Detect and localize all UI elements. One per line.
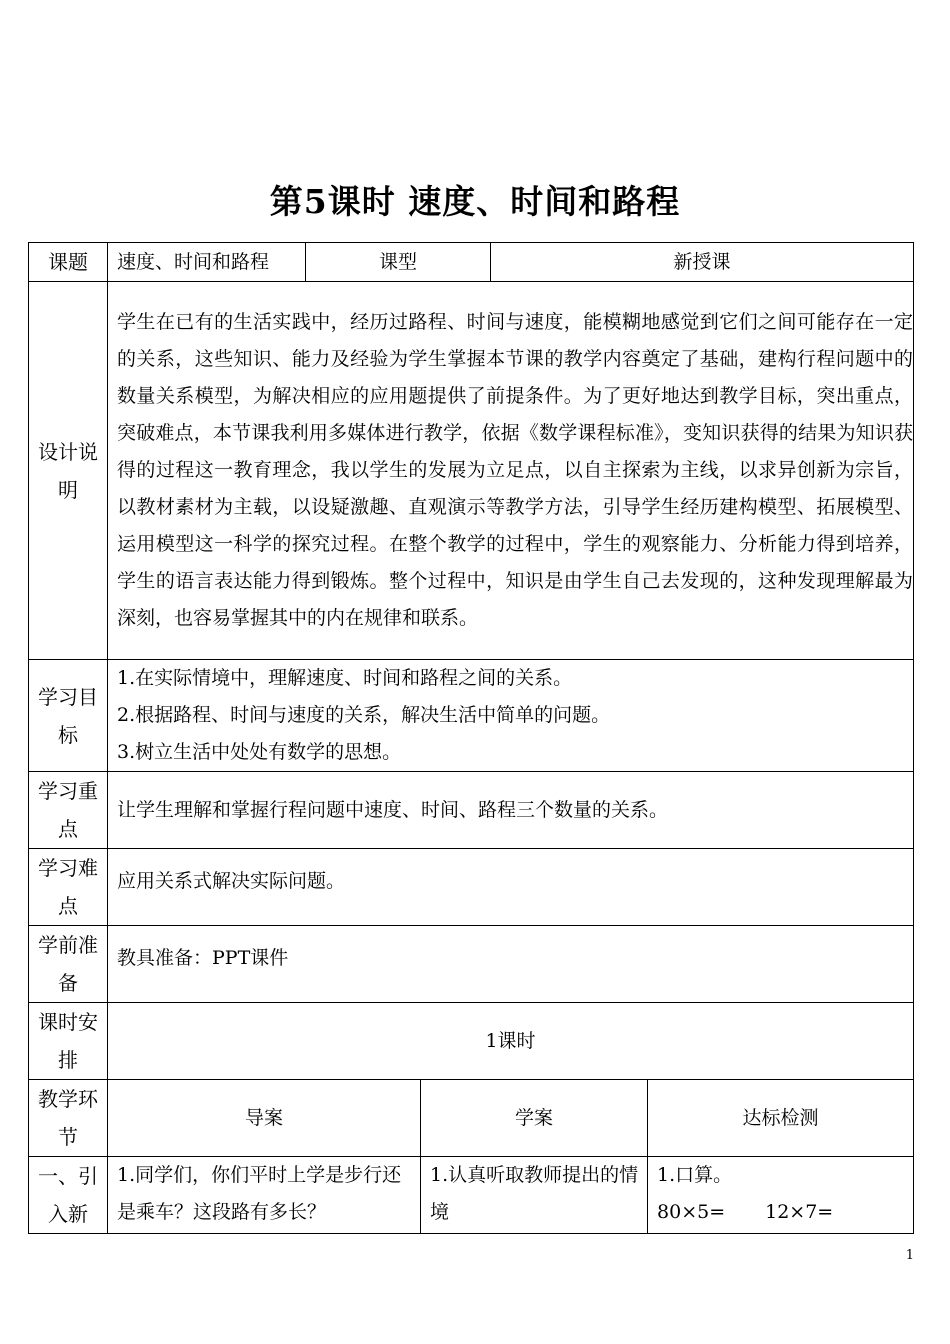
goals-list — [108, 660, 914, 772]
study-header: 学案 — [421, 1080, 648, 1157]
key-point-label: 学习重点 — [29, 772, 108, 849]
key-point-row — [29, 772, 914, 849]
difficulty-label: 学习难点 — [29, 849, 108, 926]
test-header: 达标检测 — [648, 1080, 914, 1157]
lesson-plan-table — [28, 242, 914, 1234]
test-line: 1.口算。 — [657, 1164, 733, 1186]
process-label: 教学环节 — [29, 1080, 108, 1157]
step1-label: 一、引入新 — [29, 1157, 108, 1234]
schedule-row — [29, 1003, 914, 1080]
step1-test — [648, 1157, 914, 1234]
key-point-text: 让学生理解和掌握行程问题中速度、时间、路程三个数量的关系。 — [108, 772, 914, 849]
design-row — [29, 282, 914, 660]
preparation-text: 教具准备：PPT课件 — [108, 926, 914, 1003]
difficulty-text: 应用关系式解决实际问题。 — [108, 849, 914, 926]
goals-row — [29, 660, 914, 772]
goal-item: 2.根据路程、时间与速度的关系，解决生活中简单的问题。 — [117, 704, 611, 726]
step1-row — [29, 1157, 914, 1234]
type-value: 新授课 — [491, 243, 914, 282]
test-equations — [657, 1194, 913, 1231]
test-equation: 12×7= — [765, 1201, 834, 1223]
page-number: 1 — [905, 1248, 914, 1263]
schedule-text: 1课时 — [108, 1003, 914, 1080]
topic-value: 速度、时间和路程 — [108, 243, 306, 282]
step1-study: 1.认真听取教师提出的情境 — [421, 1157, 648, 1234]
topic-row — [29, 243, 914, 282]
goal-item: 3.树立生活中处处有数学的思想。 — [117, 741, 402, 763]
preparation-row — [29, 926, 914, 1003]
step1-guide: 1.同学们，你们平时上学是步行还是乘车？这段路有多长？ — [108, 1157, 421, 1234]
preparation-label: 学前准备 — [29, 926, 108, 1003]
guide-header: 导案 — [108, 1080, 421, 1157]
topic-label: 课题 — [29, 243, 108, 282]
schedule-label: 课时安排 — [29, 1003, 108, 1080]
page-title: 第5课时 速度、时间和路程 — [269, 182, 681, 221]
process-header-row — [29, 1080, 914, 1157]
goal-item: 1.在实际情境中，理解速度、时间和路程之间的关系。 — [117, 667, 573, 689]
difficulty-row — [29, 849, 914, 926]
design-label: 设计说明 — [29, 282, 108, 660]
design-text: 学生在已有的生活实践中，经历过路程、时间与速度，能模糊地感觉到它们之间可能存在一定的关系，这些知识、能力及经验为学生掌握本节课的教学内容奠定了基础，建构行程问题中的数量关系模型，为解决相应的应用题提供了前提条件。为了更好地达到教学目标，突出重点，突破难点，本节课我利用多媒体进行教学，依据《数学课程标准》，变知识获得的结果为知识获得的过程这一教育理念，我以学生的发展为立足点，以自主探索为主线，以求异创新为宗旨，以教材素材为主载，以设疑激趣、直观演示等教学方法，引导学生经历建构模型、拓展模型、运用模型这一科学的探究过程。在整个教学的过程中，学生的观察能力、分析能力得到培养，学生的语言表达能力得到锻炼。整个过程中，知识是由学生自己去发现的，这种发现理解最为深刻，也容易掌握其中的内在规律和联系。 — [108, 282, 914, 660]
test-equation: 80×5= — [657, 1201, 726, 1223]
type-label: 课型 — [306, 243, 491, 282]
goals-label: 学习目标 — [29, 660, 108, 772]
